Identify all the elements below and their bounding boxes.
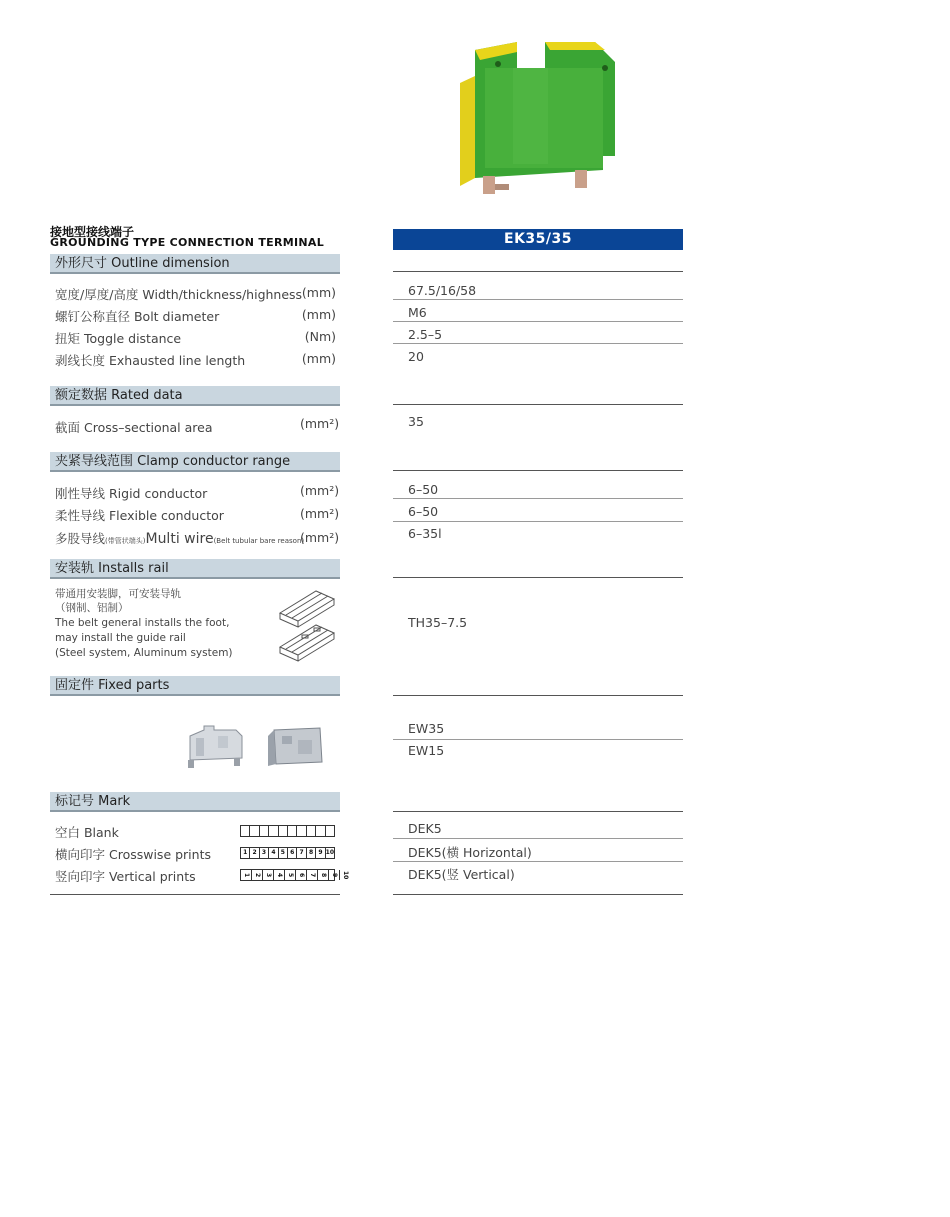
value-mark-blank: DEK5 — [408, 821, 442, 836]
value-toggle: 2.5–5 — [408, 327, 443, 342]
vertical-marker-strip: 1 2 3 4 5 6 7 8 9 10 — [240, 869, 335, 881]
section-clamp-range: 夹紧导线范围 Clamp conductor range — [50, 452, 340, 472]
value-multi-wire: 6–35l — [408, 526, 442, 541]
value-bolt: M6 — [408, 305, 427, 320]
value-mark-crosswise: DEK5(横 Horizontal) — [408, 845, 532, 860]
divider — [393, 321, 683, 322]
row-label-multi-wire: 多股导线(带管状端头)Multi wire(Belt tubular bare reason) — [55, 531, 305, 547]
divider — [393, 404, 683, 405]
divider — [393, 577, 683, 578]
divider — [393, 739, 683, 740]
title-chinese: 接地型接线端子 — [50, 225, 135, 239]
divider — [393, 498, 683, 499]
section-install-rail: 安装轨 Installs rail — [50, 559, 340, 579]
row-unit-width: (mm) — [301, 285, 336, 300]
value-flexible: 6–50 — [408, 504, 439, 519]
row-label-blank: 空白 Blank — [55, 825, 119, 840]
divider — [393, 894, 683, 895]
model-header: EK35/35 — [393, 229, 683, 250]
row-label-cross-section: 截面 Cross–sectional area — [55, 420, 213, 435]
row-label-strip: 剥线长度 Exhausted line length — [55, 353, 246, 368]
value-cross-section: 35 — [408, 414, 424, 429]
crosswise-marker-strip: 1 2 3 4 5 6 7 8 9 10 — [240, 847, 335, 859]
rail-desc-en-2: may install the guide rail — [55, 632, 186, 644]
value-fixed-ew35: EW35 — [408, 721, 445, 736]
terminal-product-image — [455, 38, 625, 200]
row-label-toggle: 扭矩 Toggle distance — [55, 331, 182, 346]
row-unit-rigid: (mm²) — [300, 483, 340, 498]
row-unit-toggle: (Nm) — [304, 329, 336, 344]
divider — [393, 343, 683, 344]
row-unit-flexible: (mm²) — [300, 506, 340, 521]
divider — [393, 470, 683, 471]
row-label-width: 宽度/厚度/高度 Width/thickness/highness — [55, 287, 303, 302]
value-mark-vertical: DEK5(竖 Vertical) — [408, 867, 515, 882]
divider — [393, 861, 683, 862]
rail-desc-en-1: The belt general installs the foot, — [55, 617, 230, 629]
row-unit-cross-section: (mm²) — [300, 416, 340, 431]
row-label-bolt: 螺钉公称直径 Bolt diameter — [55, 309, 220, 324]
section-rated-data: 额定数据 Rated data — [50, 386, 340, 406]
value-rigid: 6–50 — [408, 482, 439, 497]
divider — [393, 695, 683, 696]
value-fixed-ew15: EW15 — [408, 743, 445, 758]
rail-desc-en-3: (Steel system, Aluminum system) — [55, 647, 233, 659]
end-bracket-illustration — [184, 722, 248, 770]
section-outline-dimension: 外形尺寸 Outline dimension — [50, 254, 340, 274]
divider — [50, 894, 340, 895]
din-rail-illustration — [276, 585, 338, 663]
title-english: GROUNDING TYPE CONNECTION TERMINAL — [50, 236, 325, 249]
row-unit-multi-wire: (mm²) — [300, 530, 340, 545]
section-mark: 标记号 Mark — [50, 792, 340, 812]
row-label-flexible: 柔性导线 Flexible conductor — [55, 508, 224, 523]
value-install-rail: TH35–7.5 — [408, 615, 468, 630]
divider — [393, 521, 683, 522]
divider — [393, 299, 683, 300]
row-label-vertical: 竖向印字 Vertical prints — [55, 869, 196, 884]
end-stop-illustration — [264, 722, 328, 770]
divider — [393, 838, 683, 839]
value-strip: 20 — [408, 349, 424, 364]
divider — [393, 811, 683, 812]
row-unit-bolt: (mm) — [301, 307, 336, 322]
row-label-crosswise: 横向印字 Crosswise prints — [55, 847, 211, 862]
section-fixed-parts: 固定件 Fixed parts — [50, 676, 340, 696]
value-dimensions: 67.5/16/58 — [408, 283, 477, 298]
row-unit-strip: (mm) — [301, 351, 336, 366]
blank-marker-strip — [240, 825, 335, 837]
row-label-rigid: 刚性导线 Rigid conductor — [55, 486, 208, 501]
divider — [393, 271, 683, 272]
rail-desc-cn-material: （钢制、铝制） — [55, 602, 129, 614]
rail-desc-cn: 带通用安装脚，可安装导轨 — [55, 588, 181, 600]
